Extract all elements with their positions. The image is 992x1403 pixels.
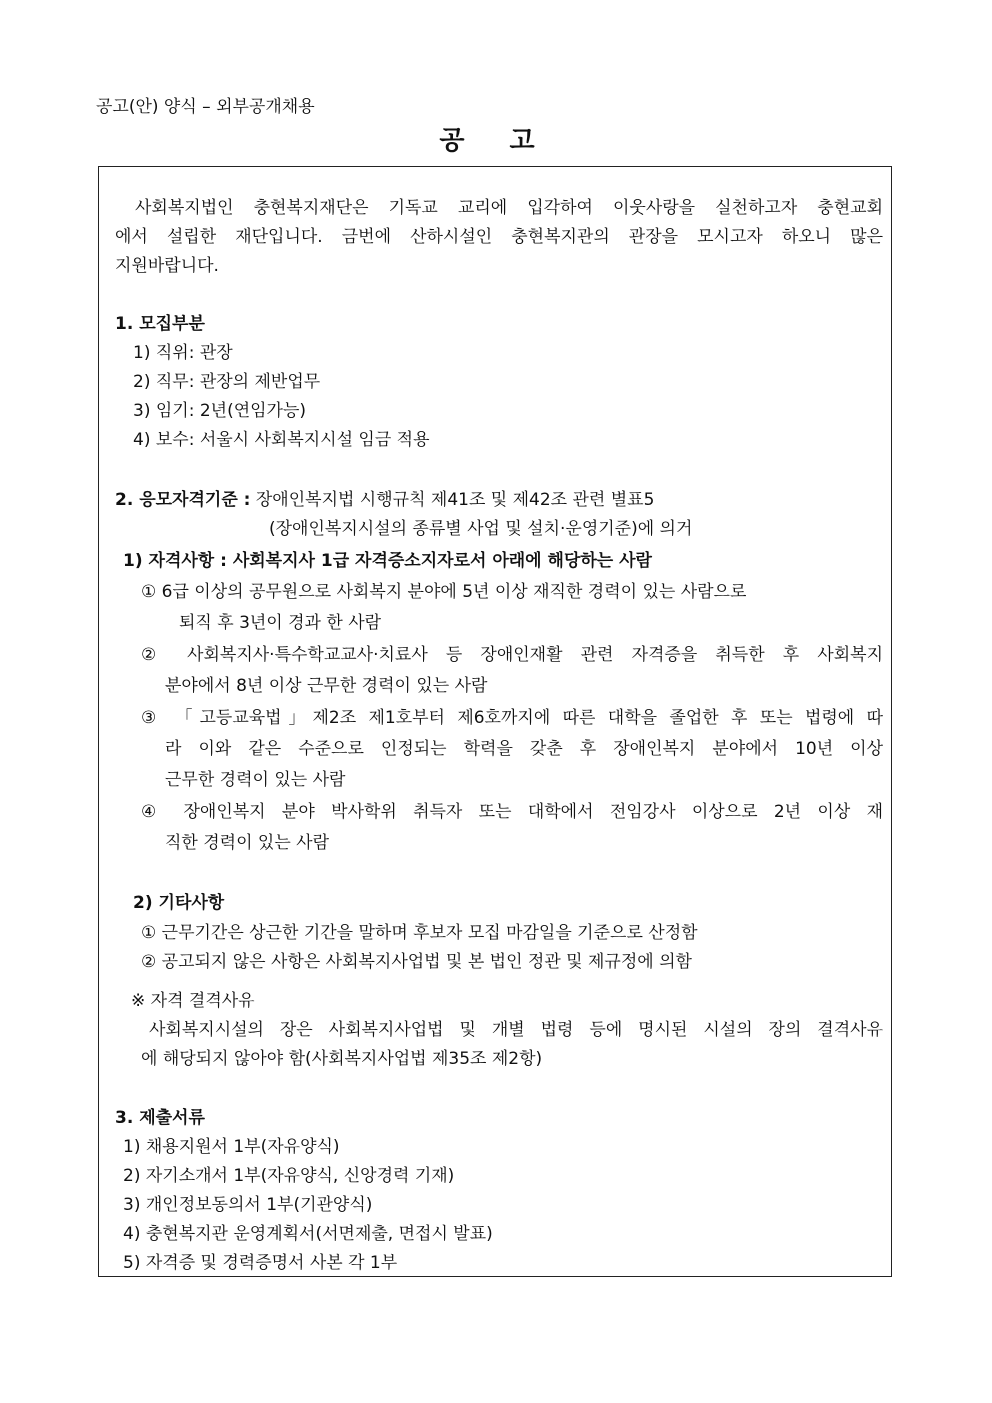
document-item: 1) 채용지원서 1부(자유양식) [123, 1137, 340, 1157]
qualification-item-4-line-1: ④ 장애인복지 분야 박사학위 취득자 또는 대학에서 전임강사 이상으로 2년 이상 재 [141, 802, 883, 822]
section1-heading: 1. 모집부분 [115, 314, 205, 334]
qualification-item-2-line-2: 분야에서 8년 이상 근무한 경력이 있는 사람 [165, 676, 488, 696]
other-item: ② 공고되지 않은 사항은 사회복지사업법 및 본 법인 정관 및 제규정에 의함 [141, 952, 692, 972]
qualification-item-1-line-2: 퇴직 후 3년이 경과 한 사람 [179, 613, 382, 633]
qualification-item-3-line-1: ③ 「고등교육법」제2조 제1호부터 제6호까지에 따른 대학을 졸업한 후 또는 법령에 따 [141, 708, 883, 728]
form-type-label: 공고(안) 양식 – 외부공개채용 [96, 97, 315, 117]
qualification-item-3-line-2: 라 이와 같은 수준으로 인정되는 학력을 갖춘 후 장애인복지 분야에서 10년 이상 [165, 739, 883, 759]
section2-heading-row [115, 489, 654, 511]
disqualification-text-2: 에 해당되지 않아야 함(사회복지사업법 제35조 제2항) [141, 1049, 543, 1069]
section3-heading: 3. 제출서류 [115, 1108, 205, 1128]
intro-line-2: 에서 설립한 재단입니다. 금번에 산하시설인 충현복지관의 관장을 모시고자 하오니 많은 [115, 227, 883, 247]
qualification-item-2-line-1: ② 사회복지사·특수학교교사·치료사 등 장애인재활 관련 자격증을 취득한 후 사회복지 [141, 645, 883, 665]
other-heading: 2) 기타사항 [133, 893, 225, 913]
intro-line-3: 지원바랍니다. [115, 256, 219, 276]
other-item: ① 근무기간은 상근한 기간을 말하며 후보자 모집 마감일을 기준으로 산정함 [141, 923, 698, 943]
document-item: 3) 개인정보동의서 1부(기관양식) [123, 1195, 373, 1215]
intro-line-1: 사회복지법인 충현복지재단은 기독교 교리에 입각하여 이웃사랑을 실천하고자 충현교회 [135, 198, 883, 218]
disqualification-heading: ※ 자격 결격사유 [131, 991, 255, 1011]
qualification-item-3-line-3: 근무한 경력이 있는 사람 [165, 770, 346, 790]
section1-item: 1) 직위: 관장 [133, 343, 233, 363]
document-item: 2) 자기소개서 1부(자유양식, 신앙경력 기재) [123, 1166, 455, 1186]
disqualification-text-1: 사회복지시설의 장은 사회복지사업법 및 개별 법령 등에 명시된 시설의 장의 결격사유 [149, 1020, 883, 1040]
document-item: 4) 충현복지관 운영계획서(서면제출, 면접시 발표) [123, 1224, 493, 1244]
document-item: 5) 자격증 및 경력증명서 사본 각 1부 [123, 1253, 398, 1273]
qualification-item-1-line-1: ① 6급 이상의 공무원으로 사회복지 분야에 5년 이상 재직한 경력이 있는 사람으로 [141, 582, 747, 602]
notice-box [98, 166, 892, 1277]
qualification-item-4-line-2: 직한 경력이 있는 사람 [165, 833, 330, 853]
page-title: 공 고 [439, 126, 553, 156]
section2-heading-text: 장애인복지법 시행규칙 제41조 및 제42조 관련 별표5 [255, 490, 655, 510]
section1-item: 4) 보수: 서울시 사회복지시설 임금 적용 [133, 430, 430, 450]
qualification-heading: 1) 자격사항 : 사회복지사 1급 자격증소지자로서 아래에 해당하는 사람 [123, 551, 652, 571]
section1-item: 3) 임기: 2년(연임가능) [133, 401, 307, 421]
section1-item: 2) 직무: 관장의 제반업무 [133, 372, 321, 392]
section2-heading-text-2: (장애인복지시설의 종류별 사업 및 설치·운영기준)에 의거 [269, 519, 693, 539]
section2-heading: 2. 응모자격기준 : [115, 490, 251, 510]
